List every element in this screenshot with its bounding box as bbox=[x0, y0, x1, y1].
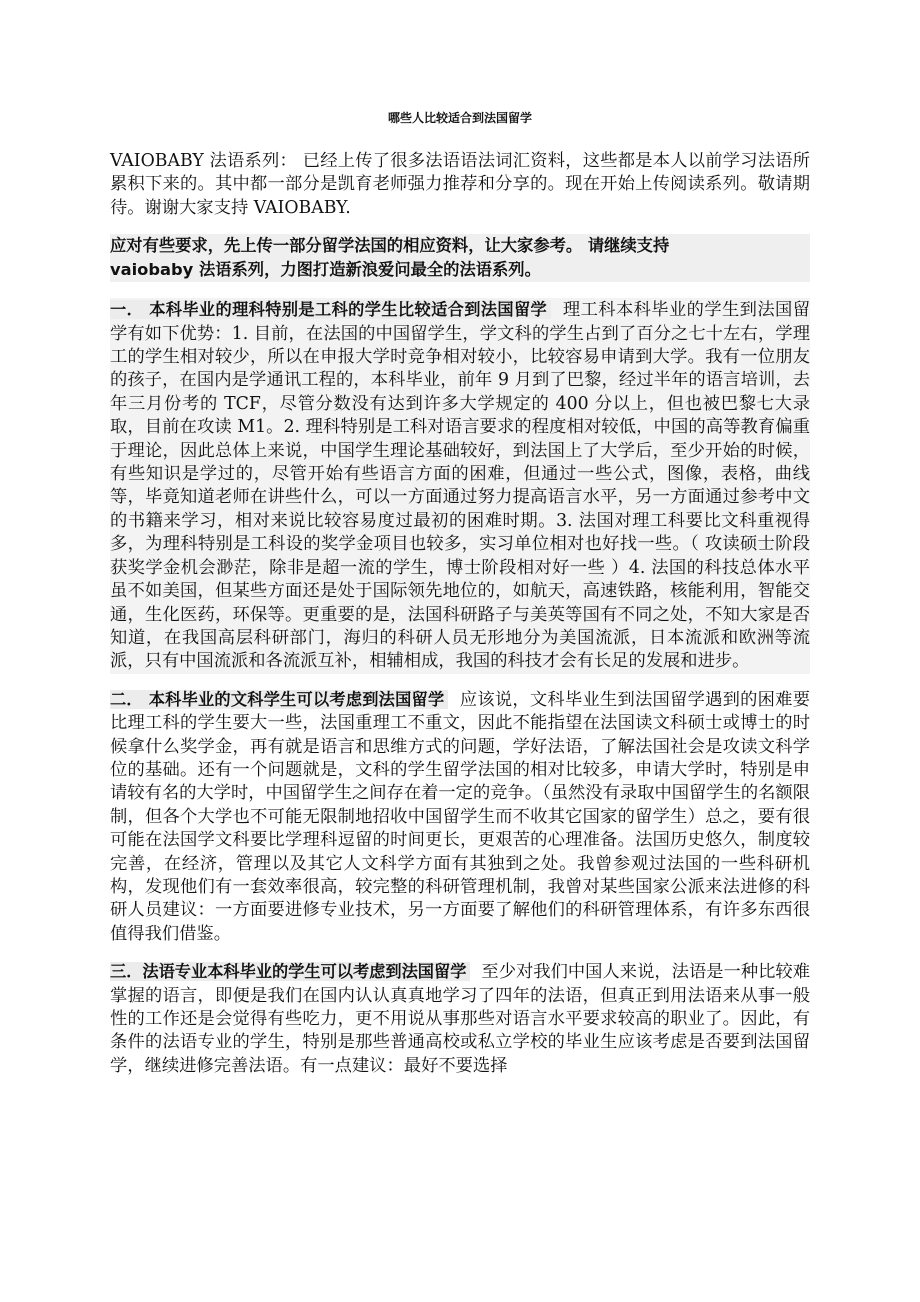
intro-paragraph: VAIOBABY 法语系列： 已经上传了很多法语语法词汇资料，这些都是本人以前学习法语所累积下来的。其中都一部分是凯育老师强力推荐和分享的。现在开始上传阅读系列。敬请期待。谢谢大家支持 VAIOBABY. bbox=[110, 151, 810, 218]
section-3-body: 至少对我们中国人来说，法语是一种比较难掌握的语言，即便是我们在国内认认真真地学习了四年的法语，但真正到用法语来从事一般性的工作还是会觉得有些吃力，更不用说从事那些对语言水平要求较高的职业了。因此，有条件的法语专业的学生，特别是那些普通高校或私立学校的毕业生应该考虑是否要到法国留学，继续进修完善法语。有一点建议：最好不要选择 bbox=[110, 962, 810, 1076]
notice-paragraph: 应对有些要求，先上传一部分留学法国的相应资料，让大家参考。 请继续支持 vaiobaby 法语系列，力图打造新浪爱问最全的法语系列。 bbox=[110, 234, 810, 282]
section-1-heading: 一． 本科毕业的理科特别是工科的学生比较适合到法国留学 bbox=[110, 300, 551, 319]
section-2-body: 应该说，文科毕业生到法国留学遇到的困难要比理工科的学生要大一些，法国重理工不重文，因此不能指望在法国读文科硕士或博士的时候拿什么奖学金，再有就是语言和思维方式的问题，学好法语，了解法国社会是攻读文科学位的基础。还有一个问题就是，文科的学生留学法国的相对比较多，申请大学时，特别是申请较有名的大学时，中国留学生之间存在着一定的竞争。（虽然没有录取中国留学生的名额限制，但各个大学也不可能无限制地招收中国留学生而不收其它国家的留学生）总之，要有很可能在法国学文科要比学理科逗留的时间更长，更艰苦的心理准备。法国历史悠久，制度较完善，在经济，管理以及其它人文科学方面有其独到之处。我曾参观过法国的一些科研机构，发现他们有一套效率很高，较完整的科研管理机制，我曾对某些国家公派来法进修的科研人员建议：一方面要进修专业技术，另一方面要了解他们的科研管理体系，有许多东西很值得我们借鉴。 bbox=[110, 689, 810, 944]
section-1 bbox=[110, 298, 810, 674]
section-2-heading: 二． 本科毕业的文科学生可以考虑到法国留学 bbox=[110, 690, 448, 709]
document-page bbox=[110, 110, 810, 1092]
document-title: 哪些人比较适合到法国留学 bbox=[387, 111, 532, 125]
section-3-heading: 三．法语专业本科毕业的学生可以考虑到法国留学 bbox=[110, 962, 470, 981]
section-3 bbox=[110, 960, 810, 1078]
section-2 bbox=[110, 688, 810, 946]
section-1-body: 理工科本科毕业的学生到法国留学有如下优势：1. 目前，在法国的中国留学生，学文科的学生占到了百分之七十左右，学理工的学生相对较少，所以在申报大学时竞争相对较小，比较容易申请到大学。我有一位朋友的孩子，在国内是学通讯工程的，本科毕业，前年 9 月到了巴黎，经过半年的语言培训，去年三月份考的 TCF，尽管分数没有达到许多大学规定的 400 分以上，但也被巴黎七大录取，目前在攻读 M1。2. 理科特别是工科对语言要求的程度相对较低，中国的高等教育偏重于理论，因此总体上来说，中国学生理论基础较好，到法国上了大学后，至少开始的时候，有些知识是学过的，尽管开始有些语言方面的困难，但通过一些公式，图像，表格，曲线等，毕竟知道老师在讲些什么，可以一方面通过努力提高语言水平，另一方面通过参考中文的书籍来学习，相对来说比较容易度过最初的困难时期。3. 法国对理工科要比文科重视得多，为理科特别是工科设的奖学金项目也较多，实习单位相对也好找一些。（ 攻读硕士阶段获奖学金机会渺茫，除非是超一流的学生，博士阶段相对好一些 ）4. 法国的科技总体水平虽不如美国，但某些方面还是处于国际领先地位的，如航天，高速铁路，核能利用，智能交通，生化医药，环保等。更重要的是，法国科研路子与美英等国有不同之处，不知大家是否知道，在我国高层科研部门，海归的科研人员无形地分为美国流派，日本流派和欧洲等流派，只有中国流派和各流派互补，相辅相成，我国的科技才会有长足的发展和进步。 bbox=[110, 300, 810, 672]
